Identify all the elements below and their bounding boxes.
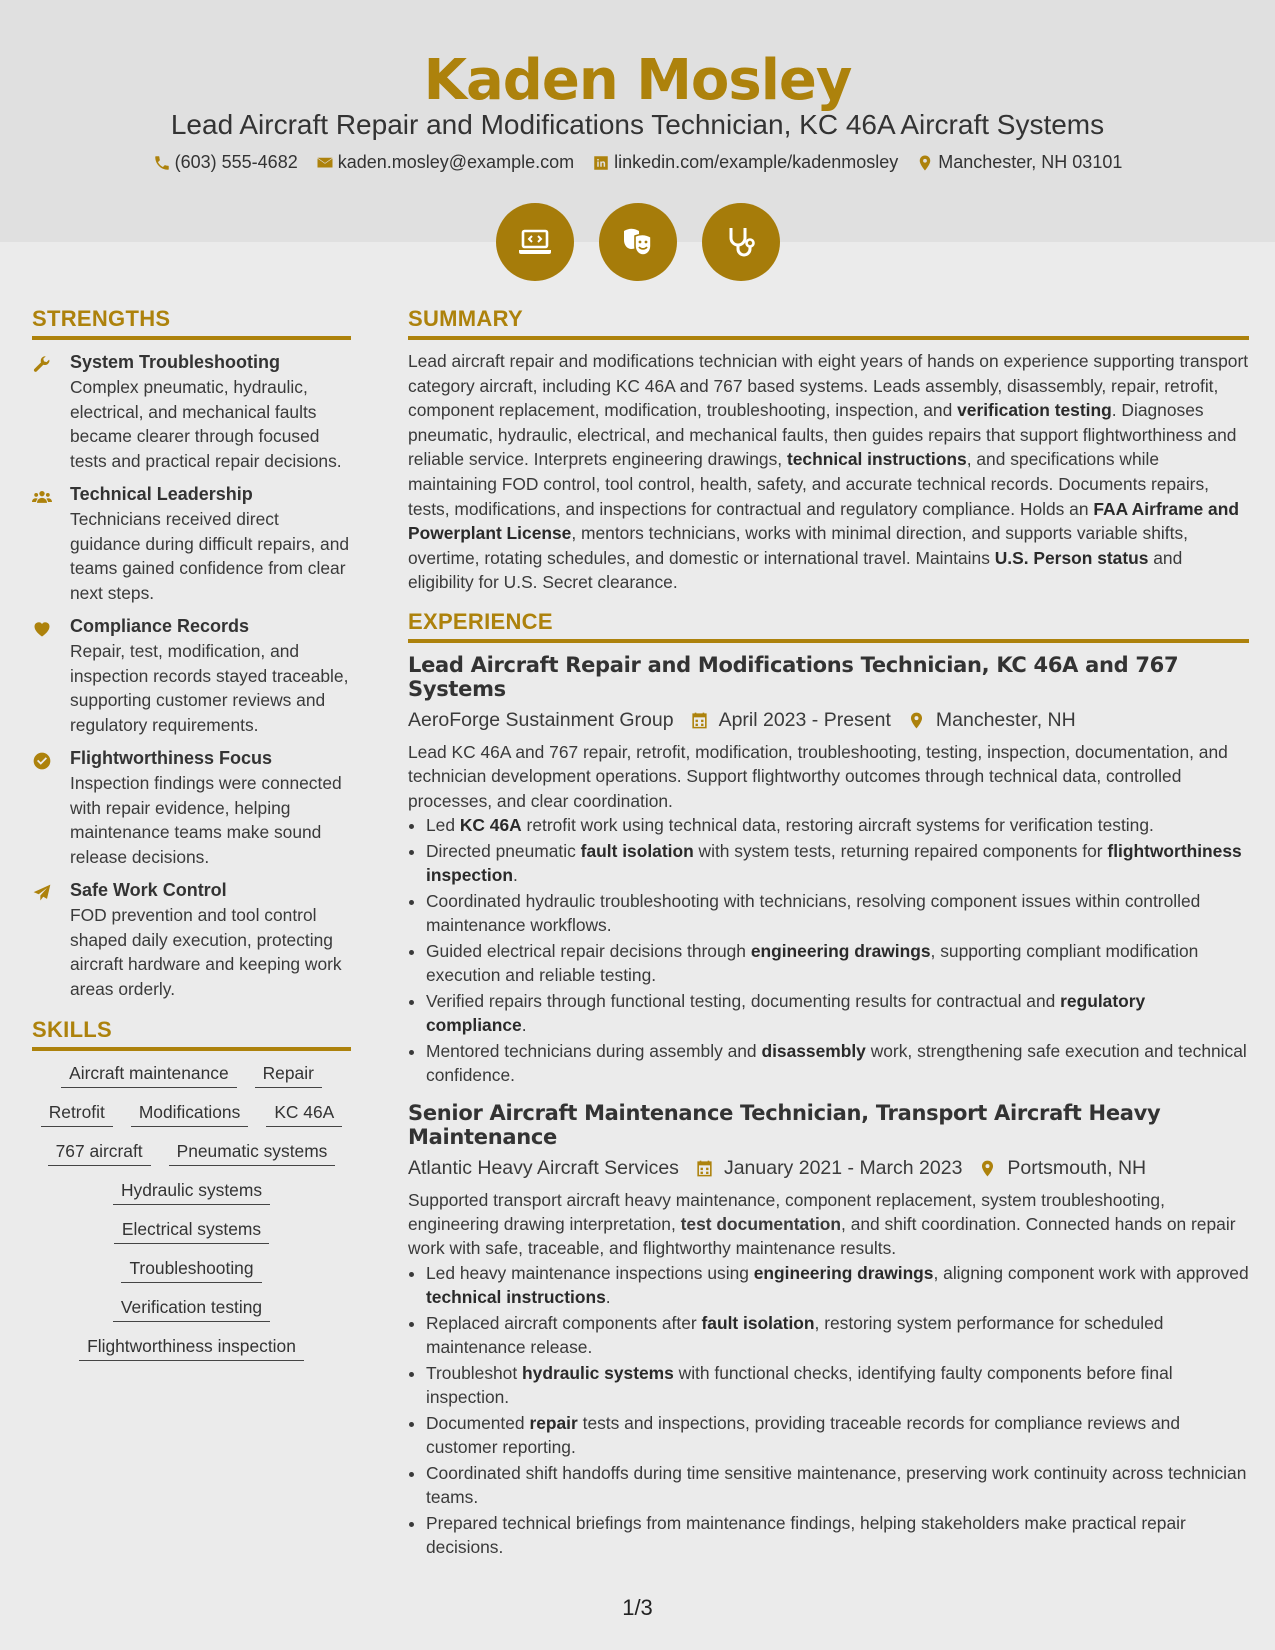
- job-bullet: [426, 1039, 1249, 1088]
- bold-keyword: technical instructions: [426, 1287, 606, 1308]
- skill-tag: Modifications: [131, 1102, 249, 1127]
- contact-email[interactable]: [316, 152, 574, 173]
- job-entry: [408, 653, 1249, 1088]
- skill-row: [32, 1063, 351, 1088]
- job-bullet: [426, 1461, 1249, 1510]
- job-dates: January 2021 - March 2023: [723, 1156, 963, 1179]
- text-run: , and specifications while maintaining FOD control, tool control, health, safety, and accurate technical records. Documents repairs, tests, modifications, and inspections for contractual and regulatory compliance. Holds an: [408, 449, 1209, 519]
- strength-title: Technical Leadership: [70, 484, 253, 504]
- job-location: Portsmouth, NH: [1007, 1156, 1147, 1179]
- bold-keyword: test documentation: [680, 1213, 842, 1234]
- skills-list: [32, 1063, 351, 1361]
- text-run: Led heavy maintenance inspections using: [426, 1262, 754, 1283]
- strengths-list: [32, 352, 351, 1001]
- text-run: Verified repairs through functional testing, documenting results for contractual and: [426, 990, 1061, 1011]
- text-run: .: [512, 865, 518, 886]
- text-run: and eligibility for U.S. Secret clearance.: [408, 547, 1183, 593]
- laptop-code-icon: [515, 222, 555, 262]
- left-column: [32, 306, 351, 1375]
- strength-desc: Technicians received direct guidance during difficult repairs, and teams gained confidence from clear next steps.: [70, 509, 350, 603]
- paper-plane-icon: [32, 883, 52, 903]
- strength-title: System Troubleshooting: [70, 352, 281, 372]
- job-bullets: [408, 1261, 1249, 1560]
- skill-tag: Flightworthiness inspection: [79, 1336, 304, 1361]
- summary-heading: SUMMARY: [408, 306, 1249, 340]
- job-dates: April 2023 - Present: [718, 708, 891, 731]
- skill-tag: Electrical systems: [114, 1219, 269, 1244]
- bold-keyword: KC 46A: [459, 815, 522, 836]
- text-run: work, strengthening safe execution and technical confidence.: [426, 1040, 1247, 1086]
- job-meta: [408, 1157, 1249, 1180]
- wrench-icon: [32, 355, 52, 375]
- strength-desc: Inspection findings were connected with repair evidence, helping maintenance teams make sound release decisions.: [70, 773, 342, 867]
- linkedin-text: linkedin.com/example/kadenmosley: [614, 152, 899, 172]
- strength-item: [32, 880, 351, 1001]
- stethoscope-icon: [721, 222, 761, 262]
- job-bullet: [426, 989, 1249, 1038]
- job-description: [408, 1188, 1249, 1261]
- bold-keyword: repair: [529, 1412, 578, 1433]
- text-run: , aligning component work with approved: [933, 1262, 1249, 1283]
- strength-desc: FOD prevention and tool control shaped daily execution, protecting aircraft hardware and keeping work areas orderly.: [70, 905, 342, 999]
- linkedin-icon: [592, 154, 610, 172]
- job-entry: [408, 1101, 1249, 1560]
- skill-row: [32, 1258, 351, 1283]
- skill-row: [32, 1180, 351, 1205]
- text-run: Guided electrical repair decisions through: [426, 940, 751, 961]
- text-run: , and shift coordination. Connected hands on repair work with safe, traceable, and flightworthy maintenance results.: [408, 1213, 1236, 1259]
- strength-title: Compliance Records: [70, 616, 250, 636]
- strength-item: [32, 352, 351, 473]
- phone-text: (603) 555-4682: [174, 152, 298, 172]
- envelope-icon: [316, 154, 334, 172]
- text-run: Directed pneumatic: [426, 840, 581, 861]
- text-run: Documented: [426, 1412, 530, 1433]
- text-run: .: [521, 1015, 527, 1036]
- page-number: 1/3: [622, 1595, 653, 1620]
- job-location: Manchester, NH: [935, 708, 1076, 731]
- bold-keyword: hydraulic systems: [522, 1362, 674, 1383]
- strength-desc: Repair, test, modification, and inspection records stayed traceable, supporting customer reviews and regulatory requirements.: [70, 641, 349, 735]
- skill-tag: Pneumatic systems: [169, 1141, 336, 1166]
- resume-header: [0, 0, 1275, 242]
- job-bullet: [426, 1261, 1249, 1310]
- badge-laptop: [496, 203, 574, 281]
- contact-bar: [0, 152, 1275, 173]
- job-company: AeroForge Sustainment Group: [408, 708, 674, 731]
- skill-tag: Hydraulic systems: [113, 1180, 270, 1205]
- job-bullet: [426, 1361, 1249, 1410]
- bold-keyword: flightworthiness inspection: [426, 840, 1242, 886]
- job-bullets: [408, 813, 1249, 1087]
- check-circle-icon: [32, 751, 52, 771]
- text-run: , mentors technicians, works with minimal direction, and supports variable shifts, overtime, rotating schedules, and domestic or international travel. Maintains: [408, 523, 1188, 568]
- job-bullet: [426, 1411, 1249, 1460]
- skill-row: [32, 1297, 351, 1322]
- bold-keyword: verification testing: [957, 400, 1112, 421]
- skill-row: [32, 1102, 351, 1127]
- badge-stethoscope: [702, 203, 780, 281]
- text-run: Troubleshot: [426, 1362, 523, 1383]
- skills-heading: SKILLS: [32, 1017, 351, 1051]
- strength-title: Flightworthiness Focus: [70, 748, 273, 768]
- skill-row: [32, 1141, 351, 1166]
- job-title: Senior Aircraft Maintenance Technician, Transport Aircraft Heavy Maintenance: [408, 1100, 1161, 1149]
- text-run: , restoring system performance for scheduled maintenance release.: [426, 1312, 1164, 1358]
- skill-tag: Aircraft maintenance: [61, 1063, 237, 1088]
- job-meta: [408, 709, 1249, 732]
- job-bullet: [426, 889, 1249, 938]
- skill-row: [32, 1336, 351, 1361]
- skill-tag: Verification testing: [113, 1297, 270, 1322]
- bold-keyword: technical instructions: [786, 449, 967, 470]
- summary-text: [408, 349, 1249, 595]
- strength-item: [32, 616, 351, 737]
- text-run: with system tests, returning repaired components for: [693, 840, 1108, 861]
- text-run: Coordinated shift handoffs during time sensitive maintenance, preserving work continuity across technician teams.: [426, 1462, 1247, 1508]
- job-company: Atlantic Heavy Aircraft Services: [408, 1156, 679, 1179]
- text-run: retrofit work using technical data, restoring aircraft systems for verification testing.: [521, 815, 1154, 836]
- bold-keyword: fault isolation: [580, 840, 694, 861]
- bold-keyword: engineering drawings: [753, 1262, 934, 1283]
- candidate-name: Kaden Mosley: [423, 48, 852, 113]
- interest-badges: [0, 203, 1275, 281]
- phone-icon: [153, 154, 171, 172]
- right-column: [408, 306, 1249, 1561]
- job-bullet: [426, 939, 1249, 988]
- candidate-title: Lead Aircraft Repair and Modifications Technician, KC 46A Aircraft Systems: [170, 109, 1105, 140]
- text-run: , supporting compliant modification execution and reliable testing.: [426, 940, 1199, 986]
- calendar-icon: [695, 1159, 714, 1178]
- text-run: Prepared technical briefings from maintenance findings, helping stakeholders make practical repair decisions.: [426, 1512, 1186, 1558]
- job-bullet: [426, 1311, 1249, 1360]
- skill-tag: 767 aircraft: [48, 1141, 151, 1166]
- email-text: kaden.mosley@example.com: [337, 152, 575, 172]
- strengths-heading: STRENGTHS: [32, 306, 351, 340]
- text-run: Coordinated hydraulic troubleshooting with technicians, resolving component issues within controlled maintenance workflows.: [426, 890, 1201, 936]
- bold-keyword: FAA Airframe and Powerplant License: [408, 498, 1239, 544]
- job-bullet: [426, 839, 1249, 888]
- text-run: Replaced aircraft components after: [426, 1312, 702, 1333]
- calendar-icon: [690, 711, 709, 730]
- bold-keyword: fault isolation: [701, 1312, 815, 1333]
- bold-keyword: regulatory compliance: [426, 990, 1146, 1036]
- heart-icon: [32, 619, 52, 639]
- strength-title: Safe Work Control: [70, 880, 227, 900]
- text-run: .: [605, 1287, 611, 1308]
- contact-phone[interactable]: [153, 152, 298, 173]
- skill-tag: Troubleshooting: [121, 1258, 261, 1283]
- badge-masks: [599, 203, 677, 281]
- text-run: Supported transport aircraft heavy maintenance, component replacement, system troubleshooting, engineering drawing interpretation,: [408, 1189, 1165, 1234]
- users-icon: [32, 487, 52, 507]
- contact-linkedin[interactable]: [592, 152, 898, 173]
- text-run: Mentored technicians during assembly and: [426, 1040, 762, 1061]
- job-bullet: [426, 1511, 1249, 1560]
- text-run: Led: [426, 815, 460, 836]
- text-run: tests and inspections, providing traceable records for compliance reviews and customer reporting.: [426, 1412, 1180, 1458]
- location-pin-icon: [916, 154, 934, 172]
- bold-keyword: engineering drawings: [750, 940, 931, 961]
- skill-tag: KC 46A: [266, 1102, 342, 1127]
- job-bullet: [426, 813, 1249, 837]
- job-description: Lead KC 46A and 767 repair, retrofit, modification, troubleshooting, testing, inspection, documentation, and technician development operations. Support flightworthy outcomes through technical data, controlled processes, and clear coordination.: [408, 741, 1228, 811]
- text-run: Lead aircraft repair and modifications technician with eight years of hands on experience supporting transport category aircraft, including KC 46A and 767 based systems. Leads assembly, disassembly, repair, retrofit, component replacement, modification, troubleshooting, inspection, and: [408, 351, 1249, 421]
- location-pin-icon: [907, 711, 926, 730]
- skill-tag: Repair: [255, 1063, 322, 1088]
- theater-masks-icon: [618, 222, 658, 262]
- contact-location: [916, 152, 1122, 173]
- location-pin-icon: [978, 1159, 997, 1178]
- experience-heading: EXPERIENCE: [408, 609, 1249, 643]
- location-text: Manchester, NH 03101: [938, 152, 1123, 172]
- bold-keyword: U.S. Person status: [994, 547, 1149, 568]
- skill-tag: Retrofit: [41, 1102, 113, 1127]
- strength-desc: Complex pneumatic, hydraulic, electrical, and mechanical faults became clearer through focused tests and practical repair decisions.: [70, 377, 342, 471]
- job-title: Lead Aircraft Repair and Modifications Technician, KC 46A and 767 Systems: [408, 652, 1179, 701]
- skill-row: [32, 1219, 351, 1244]
- text-run: . Diagnoses pneumatic, hydraulic, electrical, and mechanical faults, then guides repairs that support flightworthiness and reliable service. Interprets engineering drawings,: [408, 400, 1237, 470]
- strength-item: [32, 748, 351, 869]
- text-run: with functional checks, identifying faulty components before final inspection.: [426, 1362, 1173, 1408]
- strength-item: [32, 484, 351, 605]
- bold-keyword: disassembly: [761, 1040, 866, 1061]
